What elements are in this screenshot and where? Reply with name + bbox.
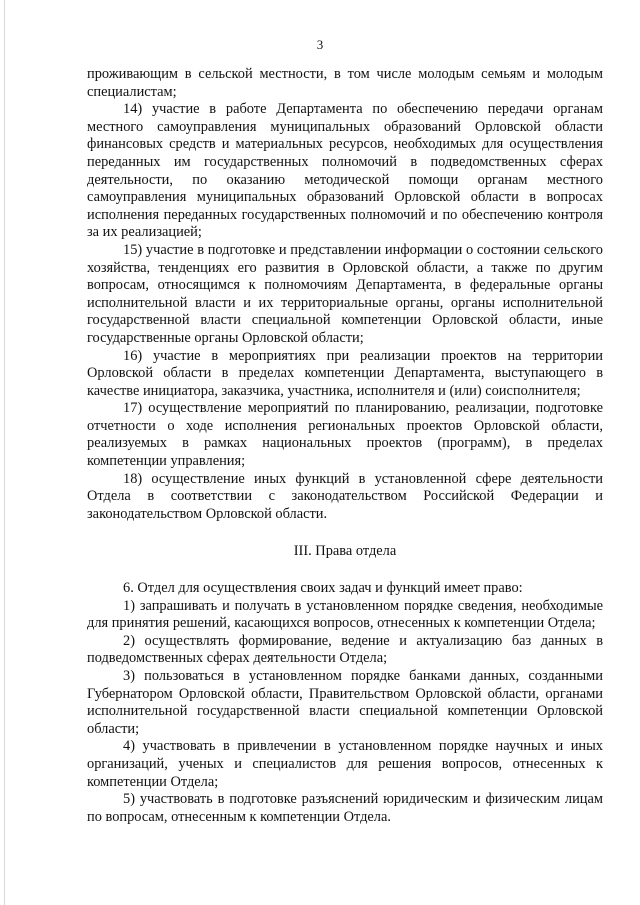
paragraph-item-15: 15) участие в подготовке и представлении информации о состоянии сельского хозяйства, тенденциях его развития в Орловской области, а также по другим вопросам, относящимся к полномочиям Департамента, в федеральные органы исполнительной власти и их территориальные органы, органы исполнительной государственной власти специальной компетенции Орловской области, иные государственные органы Орловской области;	[87, 241, 603, 346]
paragraph-item-17: 17) осуществление мероприятий по планированию, реализации, подготовке отчетности о ходе исполнения региональных проектов Орловской области, реализуемых в рамках национальных проектов (программ), в пределах компетенции управления;	[87, 400, 603, 470]
page-number: 3	[316, 37, 324, 52]
paragraph-right-3: 3) пользоваться в установленном порядке банками данных, созданными Губернатором Орловской области, Правительством Орловской области, органами исполнительной государственной власти специальной компетенции Орловской области;	[87, 668, 603, 737]
paragraph-right-5: 5) участвовать в подготовке разъяснений юридическим и физическим лицам по вопросам, отнесенным к компетенции Отдела.	[87, 791, 603, 825]
paragraph-item-14: 14) участие в работе Департамента по обеспечению передачи органам местного самоуправления муниципальных образований Орловской области финансовых средств и материальных ресурсов, необходимых для осуществления переданных им государственных полномочий в подведомственных сферах деятельности, по оказанию методической помощи органам местного самоуправления муниципальных образований Орловской области в вопросах исполнения переданных государственных полномочий и по обеспечению контроля за их реализацией;	[87, 101, 603, 241]
paragraph-clause-6: 6. Отдел для осуществления своих задач и функций имеет право:	[123, 580, 523, 597]
document-body	[87, 66, 603, 826]
paragraph-right-2: 2) осуществлять формирование, ведение и актуализацию баз данных в подведомственных сферах деятельности Отдела;	[87, 632, 603, 667]
paragraph-item-16: 16) участие в мероприятиях при реализации проектов на территории Орловской области в пределах компетенции Департамента, выступающего в качестве инициатора, заказчика, участника, исполнителя и (или) соисполнителя;	[87, 347, 603, 399]
paragraph-right-4: 4) участвовать в привлечении в установленном порядке научных и иных организаций, ученых и специалистов для решения вопросов, отнесенных к компетенции Отдела;	[87, 738, 603, 790]
paragraph-continuation: проживающим в сельской местности, в том числе молодым семьям и молодым специалистам;	[87, 66, 603, 100]
paragraph-item-18: 18) осуществление иных функций в установленной сфере деятельности Отдела в соответствии с законодательством Российской Федерации и законодательством Орловской области.	[87, 470, 603, 522]
paragraph-right-1: 1) запрашивать и получать в установленном порядке сведения, необходимые для принятия решений, касающихся вопросов, отнесенных к компетенции Отдела;	[87, 597, 603, 632]
page-edge	[4, 0, 5, 905]
section-heading: III. Права отдела	[293, 543, 397, 560]
